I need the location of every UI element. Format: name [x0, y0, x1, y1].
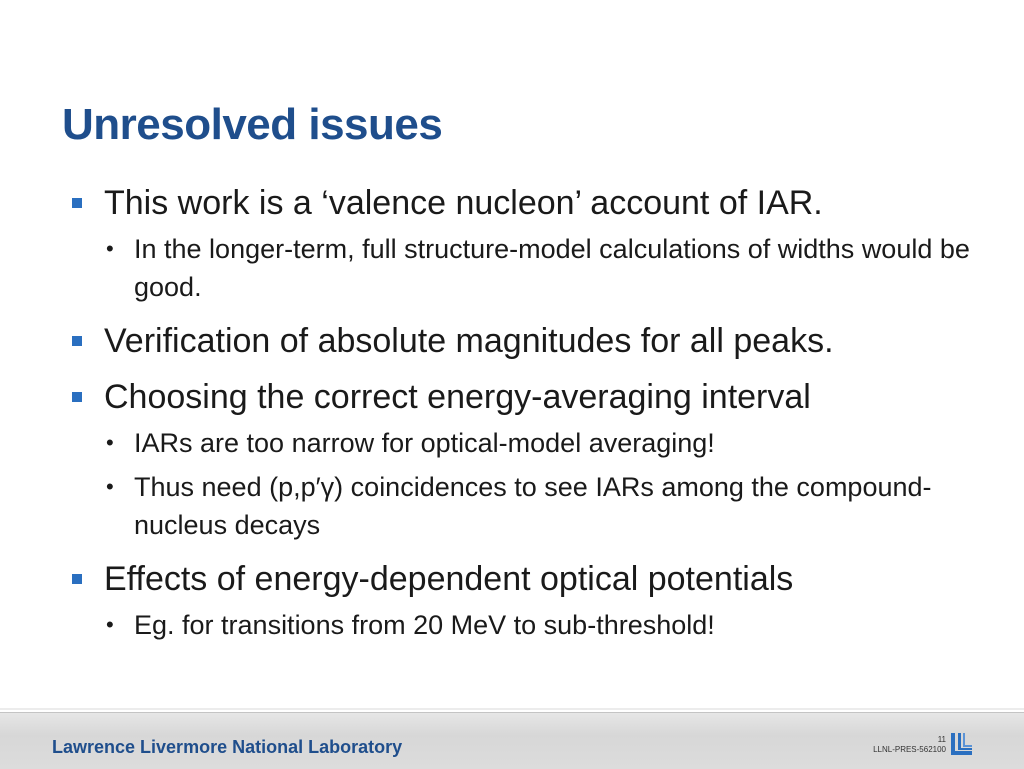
- page-number: 11: [937, 735, 946, 744]
- sub-bullet-item: [72, 230, 992, 306]
- footer-divider: [0, 708, 1024, 710]
- square-bullet-icon: [72, 336, 82, 346]
- sub-bullet-text: Eg. for transitions from 20 MeV to sub-threshold!: [134, 610, 715, 640]
- square-bullet-icon: [72, 198, 82, 208]
- bullet-item: [72, 558, 992, 600]
- dot-bullet-icon: •: [106, 430, 114, 455]
- document-id: LLNL-PRES-562100: [873, 745, 946, 754]
- sub-bullet-text: Thus need (p,p′γ) coincidences to see IARs among the compound-nucleus decays: [134, 472, 932, 540]
- slide-content: [72, 182, 992, 650]
- bullet-text: Choosing the correct energy-averaging interval: [104, 378, 811, 416]
- bullet-item: [72, 376, 992, 418]
- square-bullet-icon: [72, 574, 82, 584]
- bullet-item: [72, 320, 992, 362]
- sub-bullet-text: IARs are too narrow for optical-model averaging!: [134, 428, 715, 458]
- sub-bullet-item: [72, 606, 992, 644]
- slide-title: Unresolved issues: [62, 100, 443, 149]
- bullet-item: [72, 182, 992, 224]
- dot-bullet-icon: •: [106, 474, 114, 499]
- square-bullet-icon: [72, 392, 82, 402]
- dot-bullet-icon: •: [106, 612, 114, 637]
- llnl-logo-icon: [948, 731, 974, 757]
- lab-name: Lawrence Livermore National Laboratory: [52, 737, 403, 757]
- bullet-text: Effects of energy-dependent optical potentials: [104, 560, 794, 598]
- sub-bullet-item: [72, 468, 992, 544]
- slide-footer: [0, 712, 1024, 769]
- sub-bullet-text: In the longer-term, full structure-model calculations of widths would be good.: [134, 234, 970, 302]
- bullet-text: This work is a ‘valence nucleon’ account of IAR.: [104, 184, 823, 222]
- bullet-text: Verification of absolute magnitudes for all peaks.: [104, 322, 834, 360]
- sub-bullet-item: [72, 424, 992, 462]
- dot-bullet-icon: •: [106, 236, 114, 261]
